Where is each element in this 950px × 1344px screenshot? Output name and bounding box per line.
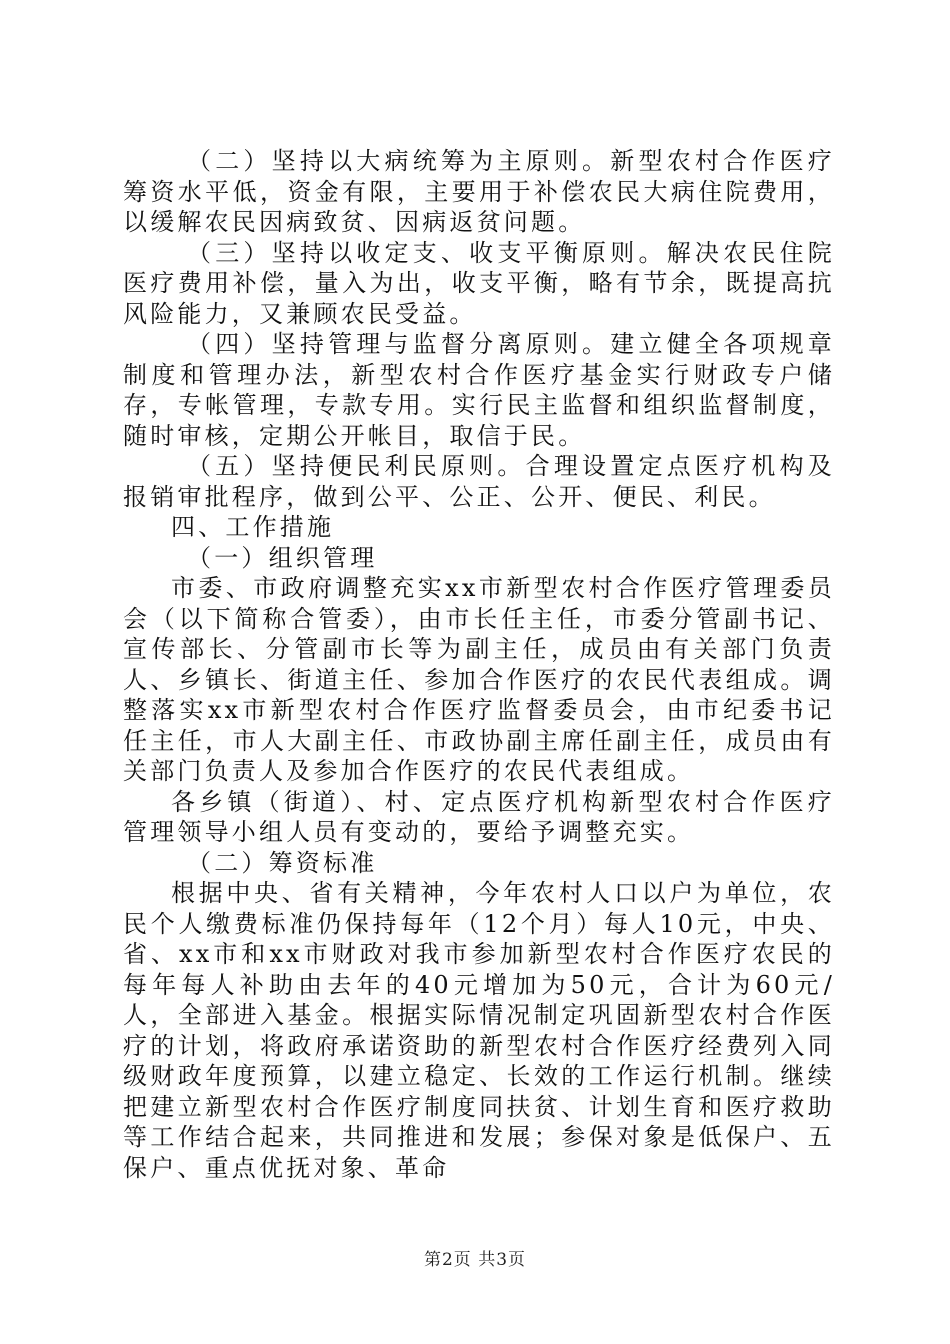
- paragraph-township-groups: 各乡镇（街道）、村、定点医疗机构新型农村合作医疗管理领导小组人员有变动的，要给予调整充实。: [123, 787, 835, 846]
- document-body: [123, 146, 835, 1183]
- subheading-organization-management: （一）组织管理: [187, 543, 378, 572]
- paragraph-principle-2: （二）坚持以大病统筹为主原则。新型农村合作医疗筹资水平低，资金有限，主要用于补偿农民大病住院费用，以缓解农民因病致贫、因病返贫问题。: [123, 147, 835, 236]
- paragraph-funding-details: 根据中央、省有关精神，今年农村人口以户为单位，农民个人缴费标准仍保持每年（12个月）每人10元，中央、省、xx市和xx市财政对我市参加新型农村合作医疗农民的每年每人补助由去年的40元增加为50元，合计为60元/人，全部进入基金。根据实际情况制定巩固新型农村合作医疗的计划，将政府承诺资助的新型农村合作医疗经费列入同级财政年度预算，以建立稳定、长效的工作运行机制。继续把建立新型农村合作医疗制度同扶贫、计划生育和医疗救助等工作结合起来，共同推进和发展；参保对象是低保户、五保户、重点优抚对象、革命: [123, 879, 835, 1182]
- subheading-funding-standard: （二）筹资标准: [187, 848, 378, 877]
- paragraph-principle-5: （五）坚持便民利民原则。合理设置定点医疗机构及报销审批程序，做到公平、公正、公开、便民、利民。: [123, 452, 835, 511]
- paragraph-committee: 市委、市政府调整充实xx市新型农村合作医疗管理委员会（以下简称合管委），由市长任主任，市委分管副书记、宣传部长、分管副市长等为副主任，成员由有关部门负责人、乡镇长、街道主任、参加合作医疗的农民代表组成。调整落实xx市新型农村合作医疗监督委员会，由市纪委书记任主任，市人大副主任、市政协副主席任副主任，成员由有关部门负责人及参加合作医疗的农民代表组成。: [123, 574, 835, 785]
- paragraph-principle-3: （三）坚持以收定支、收支平衡原则。解决农民住院医疗费用补偿，量入为出，收支平衡，略有节余，既提高抗风险能力，又兼顾农民受益。: [123, 238, 835, 328]
- page-number-footer: 第2页 共3页: [423, 1250, 527, 1270]
- paragraph-principle-4: （四）坚持管理与监督分离原则。建立健全各项规章制度和管理办法，新型农村合作医疗基金实行财政专户储存，专帐管理，专款专用。实行民主监督和组织监督制度，随时审核，定期公开帐目，取信于民。: [123, 330, 835, 450]
- section-heading-work-measures: 四、工作措施: [171, 513, 335, 541]
